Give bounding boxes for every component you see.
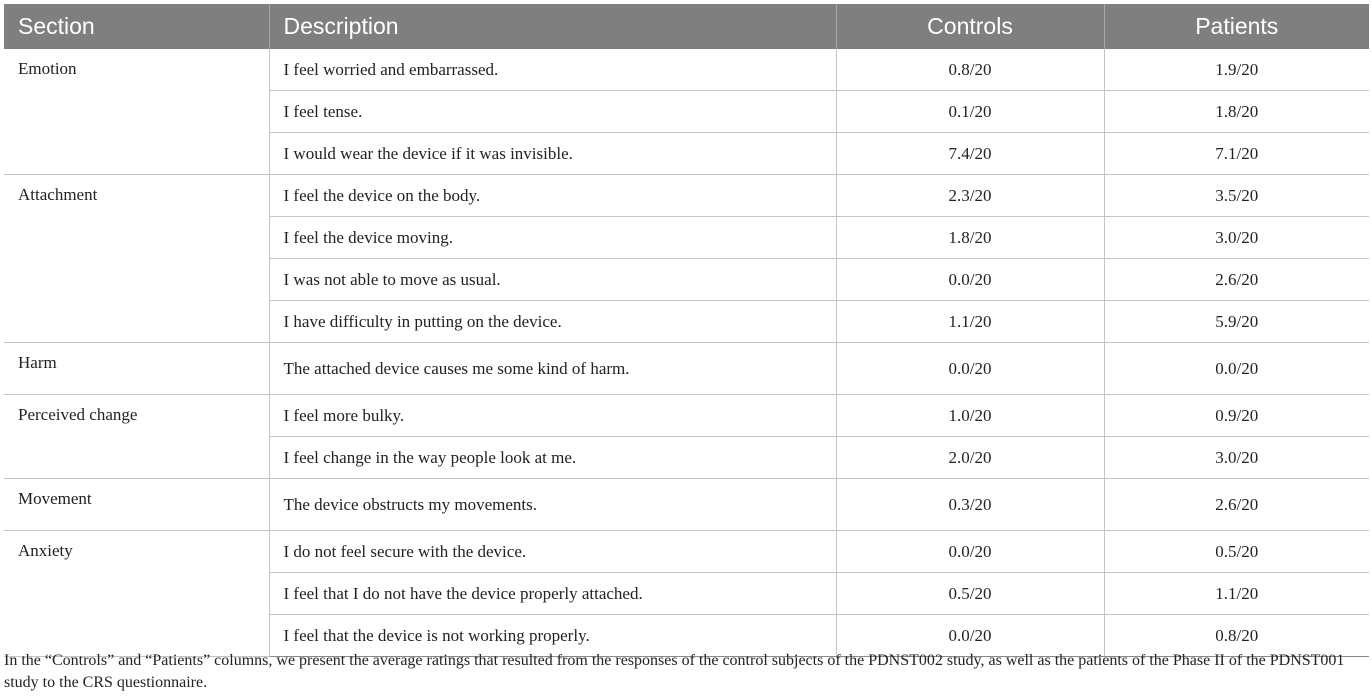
patients-value-cell: 0.9/20 [1104, 395, 1369, 437]
controls-value-cell: 2.3/20 [836, 175, 1104, 217]
controls-value-cell: 1.8/20 [836, 217, 1104, 259]
description-cell: I feel that I do not have the device properly attached. [269, 573, 836, 615]
header-row [4, 4, 1369, 49]
patients-value-cell: 2.6/20 [1104, 479, 1369, 531]
patients-value-cell: 1.9/20 [1104, 49, 1369, 91]
patients-value-cell: 1.8/20 [1104, 91, 1369, 133]
controls-value-cell: 0.3/20 [836, 479, 1104, 531]
controls-value-cell: 0.0/20 [836, 531, 1104, 573]
section-cell: Attachment [4, 175, 269, 343]
description-cell: I was not able to move as usual. [269, 259, 836, 301]
header-description: Description [269, 4, 836, 49]
patients-value-cell: 0.5/20 [1104, 531, 1369, 573]
description-cell: I feel worried and embarrassed. [269, 49, 836, 91]
patients-value-cell: 1.1/20 [1104, 573, 1369, 615]
controls-value-cell: 7.4/20 [836, 133, 1104, 175]
description-cell: I feel more bulky. [269, 395, 836, 437]
section-cell: Perceived change [4, 395, 269, 479]
section-cell: Harm [4, 343, 269, 395]
table-row [4, 531, 1369, 573]
table-row [4, 479, 1369, 531]
section-cell: Emotion [4, 49, 269, 175]
header-controls: Controls [836, 4, 1104, 49]
patients-value-cell: 3.0/20 [1104, 217, 1369, 259]
crs-ratings-table [4, 4, 1369, 657]
description-cell: I feel that the device is not working properly. [269, 615, 836, 657]
patients-value-cell: 0.0/20 [1104, 343, 1369, 395]
table-footnote: In the “Controls” and “Patients” columns, we present the average ratings that resulted from the responses of the control subjects of the PDNST002 study, as well as the patients of the Phase II of the PDNST001 study to the CRS questionnaire. [4, 652, 1345, 691]
controls-value-cell: 0.8/20 [836, 49, 1104, 91]
header-section: Section [4, 4, 269, 49]
controls-value-cell: 1.1/20 [836, 301, 1104, 343]
patients-value-cell: 7.1/20 [1104, 133, 1369, 175]
description-cell: I would wear the device if it was invisible. [269, 133, 836, 175]
controls-value-cell: 1.0/20 [836, 395, 1104, 437]
section-cell: Anxiety [4, 531, 269, 657]
table-row [4, 343, 1369, 395]
description-cell: I do not feel secure with the device. [269, 531, 836, 573]
section-cell: Movement [4, 479, 269, 531]
description-cell: I feel tense. [269, 91, 836, 133]
description-cell: The device obstructs my movements. [269, 479, 836, 531]
header-patients: Patients [1104, 4, 1369, 49]
patients-value-cell: 3.5/20 [1104, 175, 1369, 217]
description-cell: I feel the device moving. [269, 217, 836, 259]
table-row [4, 395, 1369, 437]
table-row [4, 49, 1369, 91]
patients-value-cell: 3.0/20 [1104, 437, 1369, 479]
table-row [4, 175, 1369, 217]
description-cell: I feel the device on the body. [269, 175, 836, 217]
controls-value-cell: 2.0/20 [836, 437, 1104, 479]
controls-value-cell: 0.5/20 [836, 573, 1104, 615]
controls-value-cell: 0.1/20 [836, 91, 1104, 133]
controls-value-cell: 0.0/20 [836, 615, 1104, 657]
controls-value-cell: 0.0/20 [836, 259, 1104, 301]
results-table-container [4, 4, 1369, 657]
patients-value-cell: 2.6/20 [1104, 259, 1369, 301]
description-cell: The attached device causes me some kind of harm. [269, 343, 836, 395]
table-header [4, 4, 1369, 49]
description-cell: I have difficulty in putting on the device. [269, 301, 836, 343]
table-body [4, 49, 1369, 657]
patients-value-cell: 5.9/20 [1104, 301, 1369, 343]
patients-value-cell: 0.8/20 [1104, 615, 1369, 657]
description-cell: I feel change in the way people look at me. [269, 437, 836, 479]
controls-value-cell: 0.0/20 [836, 343, 1104, 395]
